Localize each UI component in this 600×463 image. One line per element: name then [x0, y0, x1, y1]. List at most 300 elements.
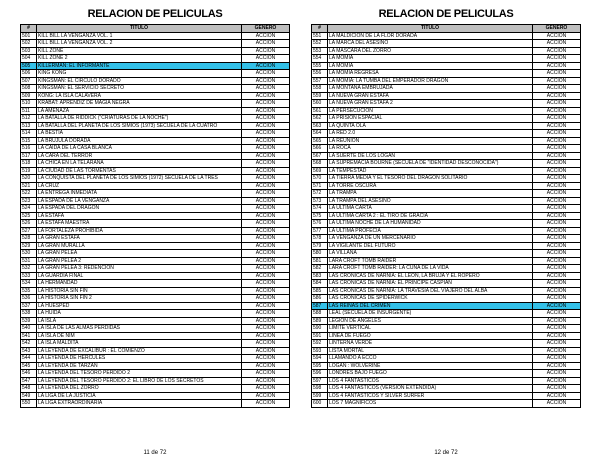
row-number: 560 [312, 100, 328, 108]
table-row [21, 310, 290, 318]
table-row [312, 40, 581, 48]
row-title: LA BRUJULA DORADA [37, 137, 242, 145]
row-title: LA GRAN PELEA 2 [37, 257, 242, 265]
row-number: 514 [21, 130, 37, 138]
row-genre: ACCION [242, 370, 290, 378]
row-number: 553 [312, 47, 328, 55]
row-number: 588 [312, 310, 328, 318]
row-number: 580 [312, 250, 328, 258]
row-genre: ACCION [242, 295, 290, 303]
row-number: 547 [21, 377, 37, 385]
row-number: 564 [312, 130, 328, 138]
row-genre: ACCION [533, 137, 581, 145]
table-row [21, 92, 290, 100]
row-number: 561 [312, 107, 328, 115]
row-title: LA ULTIMA CARTA 2 : EL TIRO DE GRACIA [328, 212, 533, 220]
row-title: LARA CROFT TOMB RAIDER: LA CUNA DE LA VIDA [328, 265, 533, 273]
row-genre: ACCION [533, 272, 581, 280]
table-row [21, 137, 290, 145]
row-title: LA HISTORIA SIN FIN [37, 287, 242, 295]
row-title: LAS CRONICAS DE SPIDERWICK [328, 295, 533, 303]
row-title: LA TRAMPA [328, 190, 533, 198]
row-genre: ACCION [533, 100, 581, 108]
row-genre: ACCION [533, 265, 581, 273]
table-row [312, 122, 581, 130]
table-row [21, 280, 290, 288]
row-number: 525 [21, 212, 37, 220]
row-number: 516 [21, 145, 37, 153]
table-row [312, 302, 581, 310]
row-title: LA ESPADA DEL DRAGON [37, 205, 242, 213]
row-genre: ACCION [533, 77, 581, 85]
row-genre: ACCION [533, 370, 581, 378]
row-title: LA QUINTA OLA [328, 122, 533, 130]
table-row [312, 47, 581, 55]
row-number: 587 [312, 302, 328, 310]
table-row [312, 85, 581, 93]
row-genre: ACCION [533, 175, 581, 183]
row-number: 596 [312, 370, 328, 378]
row-genre: ACCION [242, 265, 290, 273]
row-title: LA ULTIMA PROFECIA [328, 227, 533, 235]
row-genre: ACCION [242, 310, 290, 318]
row-number: 593 [312, 347, 328, 355]
row-genre: ACCION [242, 235, 290, 243]
row-title: LA MARCA DEL ASESINO [328, 40, 533, 48]
row-number: 559 [312, 92, 328, 100]
row-title: LA NUEVA GRAN ESTAFA [328, 92, 533, 100]
row-title: LA GRAN PELEA [37, 250, 242, 258]
row-title: LA TEMPESTAD [328, 167, 533, 175]
row-genre: ACCION [242, 70, 290, 78]
table-row [21, 62, 290, 70]
row-genre: ACCION [533, 317, 581, 325]
row-number: 598 [312, 385, 328, 393]
row-number: 551 [312, 32, 328, 40]
table-row [21, 377, 290, 385]
table-row [21, 332, 290, 340]
table-row [312, 137, 581, 145]
row-title: LARA CROFT TOMB RAIDER [328, 257, 533, 265]
row-number: 575 [312, 212, 328, 220]
row-genre: ACCION [242, 32, 290, 40]
row-genre: ACCION [533, 182, 581, 190]
page-number-footer: 11 de 72 [143, 450, 167, 456]
table-row [312, 280, 581, 288]
table-row [312, 77, 581, 85]
row-genre: ACCION [533, 160, 581, 168]
row-title: LA MOMIA [328, 55, 533, 63]
row-number: 545 [21, 362, 37, 370]
row-title: LA CIUDAD DE LAS TORMENTAS [37, 167, 242, 175]
table-row [312, 190, 581, 198]
row-title: LA FORTALEZA PROHIBIDA [37, 227, 242, 235]
header-number: # [21, 25, 37, 33]
row-title: LA ULTIMA NOCHE DE LA HUMANIDAD [328, 220, 533, 228]
row-title: LINTERNA VERDE [328, 340, 533, 348]
row-number: 524 [21, 205, 37, 213]
row-genre: ACCION [533, 92, 581, 100]
table-row [21, 197, 290, 205]
row-number: 527 [21, 227, 37, 235]
table-row [312, 332, 581, 340]
row-title: LA HUESPED [37, 302, 242, 310]
row-number: 542 [21, 340, 37, 348]
row-title: LA TRAMPA DEL ASESINO [328, 197, 533, 205]
row-genre: ACCION [533, 325, 581, 333]
row-number: 539 [21, 317, 37, 325]
row-genre: ACCION [242, 400, 290, 408]
row-number: 533 [21, 272, 37, 280]
row-title: LOS 4 FANTASTICOS [328, 377, 533, 385]
table-row [21, 85, 290, 93]
table-row [21, 47, 290, 55]
row-number: 504 [21, 55, 37, 63]
row-genre: ACCION [242, 392, 290, 400]
row-number: 586 [312, 295, 328, 303]
row-genre: ACCION [533, 310, 581, 318]
row-genre: ACCION [533, 250, 581, 258]
row-genre: ACCION [242, 100, 290, 108]
table-body [21, 32, 290, 407]
row-genre: ACCION [533, 257, 581, 265]
table-row [21, 32, 290, 40]
row-title: LA HISTORIA SIN FIN 2 [37, 295, 242, 303]
row-number: 507 [21, 77, 37, 85]
row-genre: ACCION [533, 197, 581, 205]
row-number: 526 [21, 220, 37, 228]
row-genre: ACCION [533, 400, 581, 408]
row-title: LAS CRONICAS DE NARNIA: EL LEON, LA BRUJA Y EL ROPERO [328, 272, 533, 280]
row-title: KILL BILL LA VENGANZA VOL. 2 [37, 40, 242, 48]
row-number: 595 [312, 362, 328, 370]
table-row [312, 317, 581, 325]
table-header-row [21, 25, 290, 33]
row-title: KILL ZONE [37, 47, 242, 55]
table-row [21, 145, 290, 153]
row-number: 590 [312, 325, 328, 333]
row-number: 502 [21, 40, 37, 48]
table-row [312, 340, 581, 348]
row-title: LEAL (SECUELA DE INSURGENTE) [328, 310, 533, 318]
row-number: 556 [312, 70, 328, 78]
row-title: LA VIGILANTE DEL FUTURO [328, 242, 533, 250]
row-title: KRABAT: APRENDIZ DE MAGIA NEGRA [37, 100, 242, 108]
table-row [312, 55, 581, 63]
row-title: LA ISLA MALDITA [37, 340, 242, 348]
row-title: LA CHICA EN LA TELARAÑA [37, 160, 242, 168]
table-row [312, 197, 581, 205]
table-row [21, 257, 290, 265]
row-genre: ACCION [242, 182, 290, 190]
row-number: 501 [21, 32, 37, 40]
table-row [21, 242, 290, 250]
table-row [21, 70, 290, 78]
row-genre: ACCION [533, 392, 581, 400]
row-number: 582 [312, 265, 328, 273]
header-title: TITULO [328, 25, 533, 33]
row-genre: ACCION [242, 385, 290, 393]
row-number: 519 [21, 167, 37, 175]
row-number: 541 [21, 332, 37, 340]
row-number: 555 [312, 62, 328, 70]
table-row [312, 62, 581, 70]
row-number: 534 [21, 280, 37, 288]
row-genre: ACCION [533, 205, 581, 213]
page-title: RELACION DE PELICULAS [378, 8, 514, 20]
row-title: LA ESTAFA [37, 212, 242, 220]
row-genre: ACCION [242, 287, 290, 295]
row-genre: ACCION [242, 205, 290, 213]
table-row [312, 385, 581, 393]
table-row [21, 40, 290, 48]
row-number: 505 [21, 62, 37, 70]
row-number: 557 [312, 77, 328, 85]
row-title: LISTA MORTAL [328, 347, 533, 355]
row-number: 549 [21, 392, 37, 400]
row-number: 584 [312, 280, 328, 288]
row-number: 599 [312, 392, 328, 400]
table-row [312, 32, 581, 40]
row-genre: ACCION [533, 115, 581, 123]
document-page-right [311, 0, 581, 408]
row-title: LA HERMANDAD [37, 280, 242, 288]
table-row [312, 400, 581, 408]
row-genre: ACCION [242, 340, 290, 348]
row-number: 536 [21, 295, 37, 303]
row-title: LOGAN : WOLVERINE [328, 362, 533, 370]
table-row [312, 145, 581, 153]
row-title: LA GUARDIA FINAL [37, 272, 242, 280]
row-number: 546 [21, 370, 37, 378]
row-title: LAS REINAS DEL CRIMEN [328, 302, 533, 310]
row-number: 535 [21, 287, 37, 295]
table-row [312, 107, 581, 115]
table-row [21, 355, 290, 363]
row-number: 515 [21, 137, 37, 145]
table-row [312, 377, 581, 385]
row-title: KINGSMAN: EL SERVICIO SECRETO [37, 85, 242, 93]
row-number: 528 [21, 235, 37, 243]
row-genre: ACCION [533, 362, 581, 370]
table-row [312, 257, 581, 265]
table-row [21, 205, 290, 213]
row-genre: ACCION [533, 347, 581, 355]
row-title: LA ESTAFA MAESTRA [37, 220, 242, 228]
row-genre: ACCION [242, 197, 290, 205]
table-row [21, 347, 290, 355]
row-genre: ACCION [533, 385, 581, 393]
row-number: 510 [21, 100, 37, 108]
row-title: LA CONQUISTA DEL PLANETA DE LOS SIMIOS (1972) SECUELA DE LA TRES [37, 175, 242, 183]
row-genre: ACCION [533, 130, 581, 138]
row-number: 594 [312, 355, 328, 363]
row-genre: ACCION [242, 332, 290, 340]
table-body [312, 32, 581, 407]
row-number: 566 [312, 145, 328, 153]
row-title: LLAMANDO A ECCO [328, 355, 533, 363]
row-genre: ACCION [242, 62, 290, 70]
row-number: 563 [312, 122, 328, 130]
row-title: KONG: LA ISLA CALAVERA [37, 92, 242, 100]
row-number: 567 [312, 152, 328, 160]
row-genre: ACCION [242, 55, 290, 63]
row-number: 569 [312, 167, 328, 175]
row-number: 548 [21, 385, 37, 393]
row-title: LA ISLA [37, 317, 242, 325]
row-number: 565 [312, 137, 328, 145]
row-number: 579 [312, 242, 328, 250]
row-genre: ACCION [242, 272, 290, 280]
table-row [21, 265, 290, 273]
table-row [312, 287, 581, 295]
table-row [312, 392, 581, 400]
row-title: LA LEYENDA DE HERCULES [37, 355, 242, 363]
table-row [312, 70, 581, 78]
row-title: LA ESPADA DE LA VENGANZA [37, 197, 242, 205]
row-genre: ACCION [242, 317, 290, 325]
row-number: 523 [21, 197, 37, 205]
table-row [312, 355, 581, 363]
row-genre: ACCION [533, 70, 581, 78]
row-genre: ACCION [242, 160, 290, 168]
row-genre: ACCION [242, 152, 290, 160]
table-row [21, 55, 290, 63]
row-genre: ACCION [533, 280, 581, 288]
row-title: LA MOMIA: LA TUMBA DEL EMPERADOR DRAGON [328, 77, 533, 85]
table-row [312, 235, 581, 243]
header-title: TITULO [37, 25, 242, 33]
row-genre: ACCION [242, 190, 290, 198]
row-genre: ACCION [533, 287, 581, 295]
row-genre: ACCION [242, 280, 290, 288]
row-genre: ACCION [242, 145, 290, 153]
table-row [21, 122, 290, 130]
row-title: LONDRES BAJO FUEGO [328, 370, 533, 378]
row-title: LEGION DE ANGELES [328, 317, 533, 325]
table-row [312, 242, 581, 250]
row-genre: ACCION [533, 122, 581, 130]
row-number: 517 [21, 152, 37, 160]
row-title: LA NUEVA GRAN ESTAFA 2 [328, 100, 533, 108]
row-title: LA AMENAZA [37, 107, 242, 115]
row-title: LA VENGANZA DE UN MERCENARIO [328, 235, 533, 243]
row-title: LA ENTREGA INMEDIATA [37, 190, 242, 198]
row-title: LA TIERRA MEDIA Y EL TESORO DEL DRAGON SOLITARIO [328, 175, 533, 183]
row-number: 521 [21, 182, 37, 190]
row-title: LA CRUZ [37, 182, 242, 190]
table-row [312, 212, 581, 220]
row-title: LA MOMIA [328, 62, 533, 70]
row-genre: ACCION [533, 355, 581, 363]
row-title: LA ISLA DE LAS ALMAS PERDIDAS [37, 325, 242, 333]
row-title: LAS CRONICAS DE NARNIA: LA TRAVESIA DEL VIAJERO DEL ALBA [328, 287, 533, 295]
row-number: 578 [312, 235, 328, 243]
row-genre: ACCION [242, 227, 290, 235]
row-number: 529 [21, 242, 37, 250]
row-genre: ACCION [242, 355, 290, 363]
row-genre: ACCION [533, 107, 581, 115]
row-genre: ACCION [533, 167, 581, 175]
table-row [21, 272, 290, 280]
row-title: LA LEYENDA DEL TESORO PERDIDO 2: EL LIBRO DE LOS SECRETOS [37, 377, 242, 385]
row-title: LA SUPREMACIA BOURNE (SECUELA DE "IDENTIDAD DESCONOCIDA") [328, 160, 533, 168]
row-title: LINEA DE FUEGO [328, 332, 533, 340]
row-title: LOS 4 FANTASTICOS Y SILVER SURFER [328, 392, 533, 400]
table-row [312, 175, 581, 183]
row-title: LA LIGA DE LA JUSTICIA [37, 392, 242, 400]
row-title: LA GRAN PELEA 3: REDENCION [37, 265, 242, 273]
table-row [312, 167, 581, 175]
row-title: LA PRISION ESPACIAL [328, 115, 533, 123]
row-number: 522 [21, 190, 37, 198]
row-title: LA GRAN ESTAFA [37, 235, 242, 243]
table-row [21, 190, 290, 198]
table-row [312, 100, 581, 108]
row-genre: ACCION [242, 302, 290, 310]
row-title: LA BESTIA [37, 130, 242, 138]
table-row [21, 385, 290, 393]
row-genre: ACCION [242, 137, 290, 145]
row-genre: ACCION [533, 242, 581, 250]
row-title: LA ISLA DE NIM [37, 332, 242, 340]
row-genre: ACCION [242, 220, 290, 228]
table-row [312, 250, 581, 258]
row-number: 558 [312, 85, 328, 93]
table-row [21, 160, 290, 168]
row-genre: ACCION [533, 295, 581, 303]
row-genre: ACCION [533, 55, 581, 63]
table-row [312, 310, 581, 318]
table-row [21, 295, 290, 303]
table-row [21, 250, 290, 258]
row-title: LA BATALLA DE RIDDICK ("CRIATURAS DE LA NOCHE") [37, 115, 242, 123]
row-number: 520 [21, 175, 37, 183]
row-genre: ACCION [242, 212, 290, 220]
row-number: 552 [312, 40, 328, 48]
row-title: LA SUERTE DE LOS LOGAN [328, 152, 533, 160]
row-number: 589 [312, 317, 328, 325]
page-title: RELACION DE PELICULAS [87, 8, 223, 20]
row-title: LA MONTAÑA EMBRUJADA [328, 85, 533, 93]
table-row [312, 272, 581, 280]
row-title: LOS 7 MAGNIFICOS [328, 400, 533, 408]
row-number: 574 [312, 205, 328, 213]
document-page-left [20, 0, 290, 408]
row-number: 568 [312, 160, 328, 168]
row-genre: ACCION [242, 250, 290, 258]
table-row [21, 175, 290, 183]
row-title: LA CARA DEL TERROR [37, 152, 242, 160]
row-genre: ACCION [533, 332, 581, 340]
table-row [312, 220, 581, 228]
table-row [21, 152, 290, 160]
row-number: 600 [312, 400, 328, 408]
row-genre: ACCION [242, 347, 290, 355]
table-row [312, 152, 581, 160]
row-genre: ACCION [242, 47, 290, 55]
row-number: 530 [21, 250, 37, 258]
row-genre: ACCION [242, 167, 290, 175]
row-number: 503 [21, 47, 37, 55]
row-genre: ACCION [533, 32, 581, 40]
row-genre: ACCION [242, 130, 290, 138]
row-number: 513 [21, 122, 37, 130]
row-number: 550 [21, 400, 37, 408]
row-number: 597 [312, 377, 328, 385]
row-genre: ACCION [242, 115, 290, 123]
table-row [312, 160, 581, 168]
